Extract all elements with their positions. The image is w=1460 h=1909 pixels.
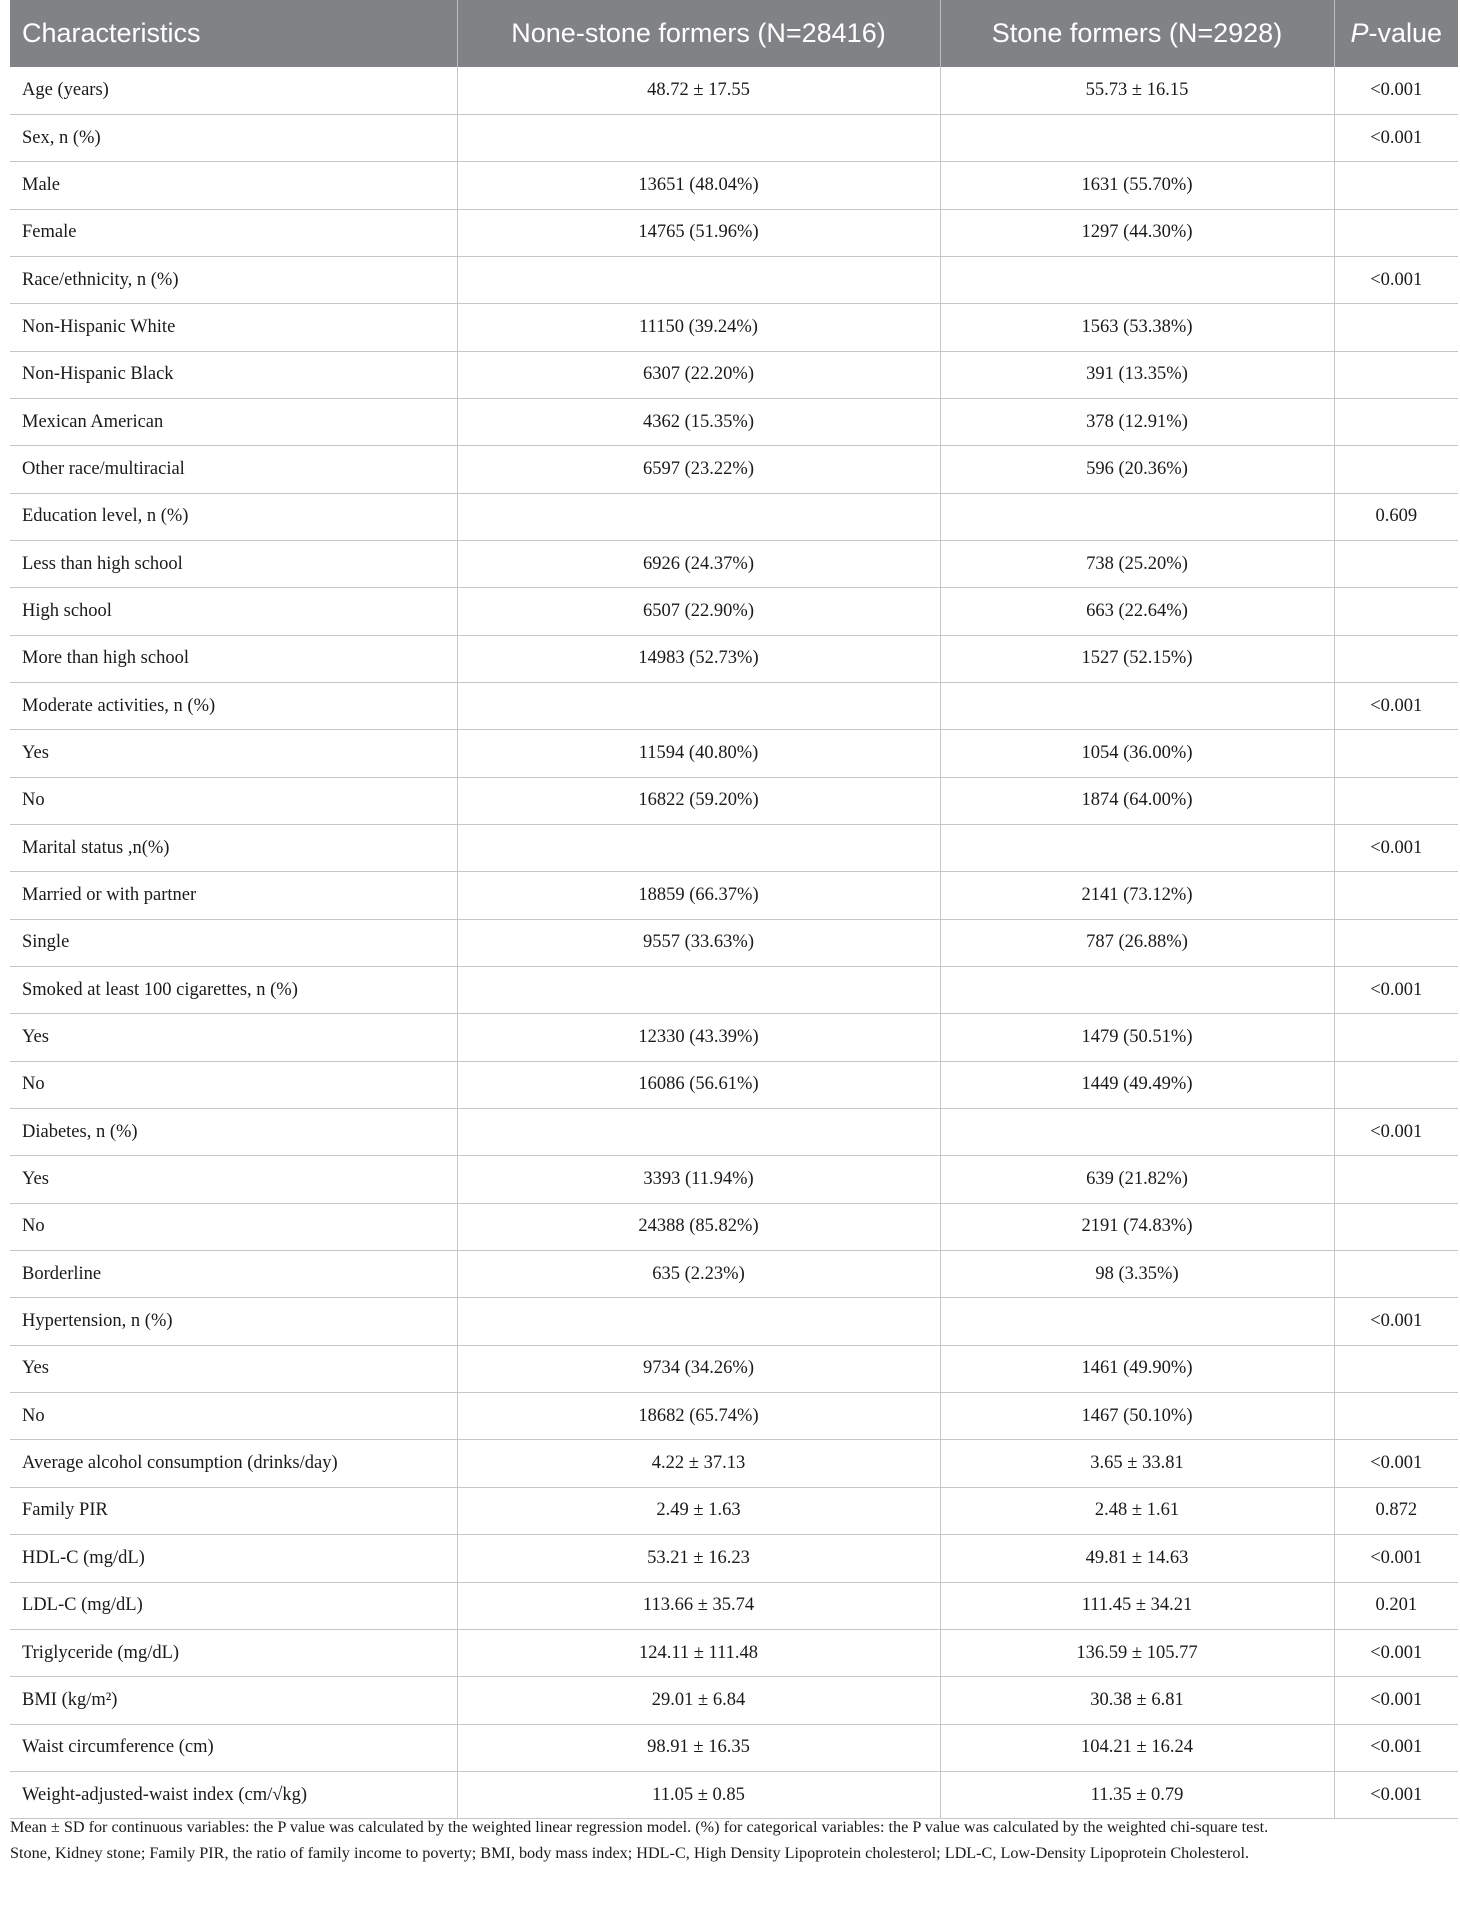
cell-p-value: [1334, 1393, 1458, 1440]
cell-p-value: [1334, 1251, 1458, 1298]
table-row: [10, 446, 1458, 493]
table-row: [10, 209, 1458, 256]
table-body: [10, 67, 1458, 1819]
cell-characteristic: More than high school: [10, 635, 457, 682]
cell-p-value: [1334, 730, 1458, 777]
cell-characteristic: Yes: [10, 1345, 457, 1392]
table-row: [10, 682, 1458, 729]
cell-stone: 1479 (50.51%): [940, 1014, 1334, 1061]
cell-none-stone: 14765 (51.96%): [457, 209, 940, 256]
table-row: [10, 398, 1458, 445]
table-row: [10, 1487, 1458, 1534]
cell-p-value: [1334, 540, 1458, 587]
cell-p-value: <0.001: [1334, 1771, 1458, 1818]
cell-p-value: [1334, 446, 1458, 493]
cell-characteristic: Single: [10, 919, 457, 966]
cell-p-value: <0.001: [1334, 967, 1458, 1014]
cell-p-value: [1334, 1014, 1458, 1061]
cell-none-stone: [457, 1298, 940, 1345]
cell-stone: 98 (3.35%): [940, 1251, 1334, 1298]
cell-stone: [940, 256, 1334, 303]
cell-p-value: 0.872: [1334, 1487, 1458, 1534]
table-row: [10, 919, 1458, 966]
table-row: [10, 1393, 1458, 1440]
cell-characteristic: Yes: [10, 1156, 457, 1203]
cell-none-stone: [457, 114, 940, 161]
cell-p-value: <0.001: [1334, 256, 1458, 303]
cell-p-value: <0.001: [1334, 114, 1458, 161]
table-row: [10, 1440, 1458, 1487]
cell-stone: 1054 (36.00%): [940, 730, 1334, 777]
header-p-value: [1334, 0, 1458, 67]
cell-stone: 1467 (50.10%): [940, 1393, 1334, 1440]
table-row: [10, 1061, 1458, 1108]
characteristics-table-container: [10, 0, 1458, 1819]
cell-characteristic: No: [10, 1061, 457, 1108]
table-row: [10, 1203, 1458, 1250]
cell-stone: 30.38 ± 6.81: [940, 1677, 1334, 1724]
cell-none-stone: 48.72 ± 17.55: [457, 67, 940, 114]
cell-none-stone: 2.49 ± 1.63: [457, 1487, 940, 1534]
cell-characteristic: Moderate activities, n (%): [10, 682, 457, 729]
cell-none-stone: 113.66 ± 35.74: [457, 1582, 940, 1629]
cell-none-stone: [457, 967, 940, 1014]
cell-none-stone: 124.11 ± 111.48: [457, 1629, 940, 1676]
cell-p-value: [1334, 162, 1458, 209]
table-row: [10, 730, 1458, 777]
cell-characteristic: Education level, n (%): [10, 493, 457, 540]
cell-p-value: 0.609: [1334, 493, 1458, 540]
cell-characteristic: HDL-C (mg/dL): [10, 1535, 457, 1582]
cell-stone: [940, 1298, 1334, 1345]
cell-stone: 738 (25.20%): [940, 540, 1334, 587]
cell-characteristic: Mexican American: [10, 398, 457, 445]
cell-none-stone: [457, 256, 940, 303]
cell-characteristic: No: [10, 1393, 457, 1440]
cell-p-value: <0.001: [1334, 825, 1458, 872]
table-row: [10, 1771, 1458, 1818]
cell-stone: 391 (13.35%): [940, 351, 1334, 398]
cell-none-stone: 6307 (22.20%): [457, 351, 940, 398]
cell-p-value: [1334, 1345, 1458, 1392]
cell-characteristic: Age (years): [10, 67, 457, 114]
cell-p-value: [1334, 1156, 1458, 1203]
cell-none-stone: 6507 (22.90%): [457, 588, 940, 635]
cell-stone: 787 (26.88%): [940, 919, 1334, 966]
cell-stone: 1461 (49.90%): [940, 1345, 1334, 1392]
cell-p-value: [1334, 1061, 1458, 1108]
header-p-separator: -: [1368, 18, 1378, 48]
cell-characteristic: Non-Hispanic Black: [10, 351, 457, 398]
header-p-letter: P: [1350, 18, 1369, 48]
cell-p-value: [1334, 777, 1458, 824]
cell-characteristic: Borderline: [10, 1251, 457, 1298]
cell-stone: [940, 114, 1334, 161]
cell-characteristic: Family PIR: [10, 1487, 457, 1534]
cell-none-stone: 11594 (40.80%): [457, 730, 940, 777]
table-row: [10, 493, 1458, 540]
cell-none-stone: 11.05 ± 0.85: [457, 1771, 940, 1818]
cell-stone: 663 (22.64%): [940, 588, 1334, 635]
table-row: [10, 1109, 1458, 1156]
cell-stone: 55.73 ± 16.15: [940, 67, 1334, 114]
cell-characteristic: Other race/multiracial: [10, 446, 457, 493]
table-row: [10, 1535, 1458, 1582]
cell-p-value: [1334, 872, 1458, 919]
table-row: [10, 825, 1458, 872]
cell-stone: 111.45 ± 34.21: [940, 1582, 1334, 1629]
cell-none-stone: 12330 (43.39%): [457, 1014, 940, 1061]
cell-stone: 104.21 ± 16.24: [940, 1724, 1334, 1771]
cell-none-stone: 18682 (65.74%): [457, 1393, 940, 1440]
table-row: [10, 872, 1458, 919]
cell-characteristic: Weight-adjusted-waist index (cm/√kg): [10, 1771, 457, 1818]
header-p-suffix: value: [1377, 18, 1443, 48]
cell-none-stone: 635 (2.23%): [457, 1251, 940, 1298]
cell-p-value: [1334, 398, 1458, 445]
cell-characteristic: BMI (kg/m²): [10, 1677, 457, 1724]
table-row: [10, 1156, 1458, 1203]
cell-p-value: [1334, 351, 1458, 398]
characteristics-table: [10, 0, 1458, 1819]
cell-p-value: <0.001: [1334, 1298, 1458, 1345]
table-row: [10, 1014, 1458, 1061]
cell-none-stone: 29.01 ± 6.84: [457, 1677, 940, 1724]
header-stone-formers: Stone formers (N=2928): [940, 0, 1334, 67]
table-header-row: [10, 0, 1458, 67]
cell-p-value: [1334, 588, 1458, 635]
table-row: [10, 256, 1458, 303]
cell-none-stone: 16822 (59.20%): [457, 777, 940, 824]
table-row: [10, 1251, 1458, 1298]
cell-characteristic: Married or with partner: [10, 872, 457, 919]
table-row: [10, 67, 1458, 114]
cell-stone: 2191 (74.83%): [940, 1203, 1334, 1250]
table-row: [10, 114, 1458, 161]
table-row: [10, 1582, 1458, 1629]
table-row: [10, 1345, 1458, 1392]
cell-none-stone: [457, 825, 940, 872]
table-row: [10, 777, 1458, 824]
cell-none-stone: 13651 (48.04%): [457, 162, 940, 209]
cell-characteristic: No: [10, 1203, 457, 1250]
cell-p-value: <0.001: [1334, 1109, 1458, 1156]
cell-none-stone: 6597 (23.22%): [457, 446, 940, 493]
cell-characteristic: Less than high school: [10, 540, 457, 587]
cell-stone: 1297 (44.30%): [940, 209, 1334, 256]
cell-stone: 1449 (49.49%): [940, 1061, 1334, 1108]
cell-none-stone: 4362 (15.35%): [457, 398, 940, 445]
table-row: [10, 162, 1458, 209]
cell-stone: [940, 493, 1334, 540]
table-footnote: [10, 1814, 1458, 1866]
cell-p-value: <0.001: [1334, 1677, 1458, 1724]
cell-p-value: [1334, 209, 1458, 256]
cell-none-stone: 16086 (56.61%): [457, 1061, 940, 1108]
table-row: [10, 351, 1458, 398]
table-row: [10, 588, 1458, 635]
cell-none-stone: 6926 (24.37%): [457, 540, 940, 587]
cell-p-value: [1334, 1203, 1458, 1250]
cell-p-value: [1334, 304, 1458, 351]
cell-none-stone: [457, 1109, 940, 1156]
cell-none-stone: 4.22 ± 37.13: [457, 1440, 940, 1487]
cell-characteristic: Sex, n (%): [10, 114, 457, 161]
cell-none-stone: 14983 (52.73%): [457, 635, 940, 682]
cell-stone: 2.48 ± 1.61: [940, 1487, 1334, 1534]
cell-stone: [940, 825, 1334, 872]
cell-characteristic: Diabetes, n (%): [10, 1109, 457, 1156]
cell-characteristic: Triglyceride (mg/dL): [10, 1629, 457, 1676]
cell-characteristic: Race/ethnicity, n (%): [10, 256, 457, 303]
cell-p-value: [1334, 635, 1458, 682]
cell-stone: 2141 (73.12%): [940, 872, 1334, 919]
cell-stone: 3.65 ± 33.81: [940, 1440, 1334, 1487]
cell-characteristic: Male: [10, 162, 457, 209]
footnote-line-2: Stone, Kidney stone; Family PIR, the ratio of family income to poverty; BMI, body mass index; HDL-C, High Density Lipoprotein cholesterol; LDL-C, Low-Density Lipoprotein Cholesterol.: [10, 1844, 1250, 1862]
cell-none-stone: 18859 (66.37%): [457, 872, 940, 919]
cell-characteristic: LDL-C (mg/dL): [10, 1582, 457, 1629]
cell-stone: 11.35 ± 0.79: [940, 1771, 1334, 1818]
cell-characteristic: Yes: [10, 730, 457, 777]
cell-p-value: <0.001: [1334, 1724, 1458, 1771]
table-row: [10, 1298, 1458, 1345]
cell-characteristic: Average alcohol consumption (drinks/day): [10, 1440, 457, 1487]
cell-p-value: 0.201: [1334, 1582, 1458, 1629]
cell-stone: 596 (20.36%): [940, 446, 1334, 493]
cell-characteristic: Smoked at least 100 cigarettes, n (%): [10, 967, 457, 1014]
cell-p-value: <0.001: [1334, 682, 1458, 729]
cell-none-stone: 98.91 ± 16.35: [457, 1724, 940, 1771]
cell-stone: 1527 (52.15%): [940, 635, 1334, 682]
table-row: [10, 540, 1458, 587]
cell-stone: 136.59 ± 105.77: [940, 1629, 1334, 1676]
table-row: [10, 967, 1458, 1014]
cell-characteristic: Non-Hispanic White: [10, 304, 457, 351]
cell-p-value: <0.001: [1334, 1440, 1458, 1487]
cell-none-stone: [457, 682, 940, 729]
cell-characteristic: Female: [10, 209, 457, 256]
cell-stone: 1874 (64.00%): [940, 777, 1334, 824]
cell-stone: [940, 1109, 1334, 1156]
cell-none-stone: 24388 (85.82%): [457, 1203, 940, 1250]
cell-stone: [940, 682, 1334, 729]
cell-characteristic: Waist circumference (cm): [10, 1724, 457, 1771]
cell-characteristic: Hypertension, n (%): [10, 1298, 457, 1345]
table-row: [10, 1724, 1458, 1771]
cell-stone: 378 (12.91%): [940, 398, 1334, 445]
cell-p-value: <0.001: [1334, 67, 1458, 114]
cell-stone: 639 (21.82%): [940, 1156, 1334, 1203]
table-row: [10, 1629, 1458, 1676]
cell-none-stone: 11150 (39.24%): [457, 304, 940, 351]
cell-none-stone: 9557 (33.63%): [457, 919, 940, 966]
cell-none-stone: 3393 (11.94%): [457, 1156, 940, 1203]
table-row: [10, 304, 1458, 351]
table-row: [10, 635, 1458, 682]
cell-none-stone: 9734 (34.26%): [457, 1345, 940, 1392]
footnote-line-1: Mean ± SD for continuous variables: the P value was calculated by the weighted linear regression model. (%) for categorical variables: the P value was calculated by the weighted chi-square test.: [10, 1818, 1269, 1836]
cell-characteristic: High school: [10, 588, 457, 635]
cell-p-value: [1334, 919, 1458, 966]
table-row: [10, 1677, 1458, 1724]
cell-characteristic: No: [10, 777, 457, 824]
cell-characteristic: Marital status ,n(%): [10, 825, 457, 872]
cell-none-stone: [457, 493, 940, 540]
header-characteristics: Characteristics: [10, 0, 457, 67]
cell-stone: 1631 (55.70%): [940, 162, 1334, 209]
cell-stone: 49.81 ± 14.63: [940, 1535, 1334, 1582]
cell-p-value: <0.001: [1334, 1629, 1458, 1676]
cell-stone: [940, 967, 1334, 1014]
cell-characteristic: Yes: [10, 1014, 457, 1061]
cell-none-stone: 53.21 ± 16.23: [457, 1535, 940, 1582]
cell-p-value: <0.001: [1334, 1535, 1458, 1582]
cell-stone: 1563 (53.38%): [940, 304, 1334, 351]
header-none-stone-formers: None-stone formers (N=28416): [457, 0, 940, 67]
